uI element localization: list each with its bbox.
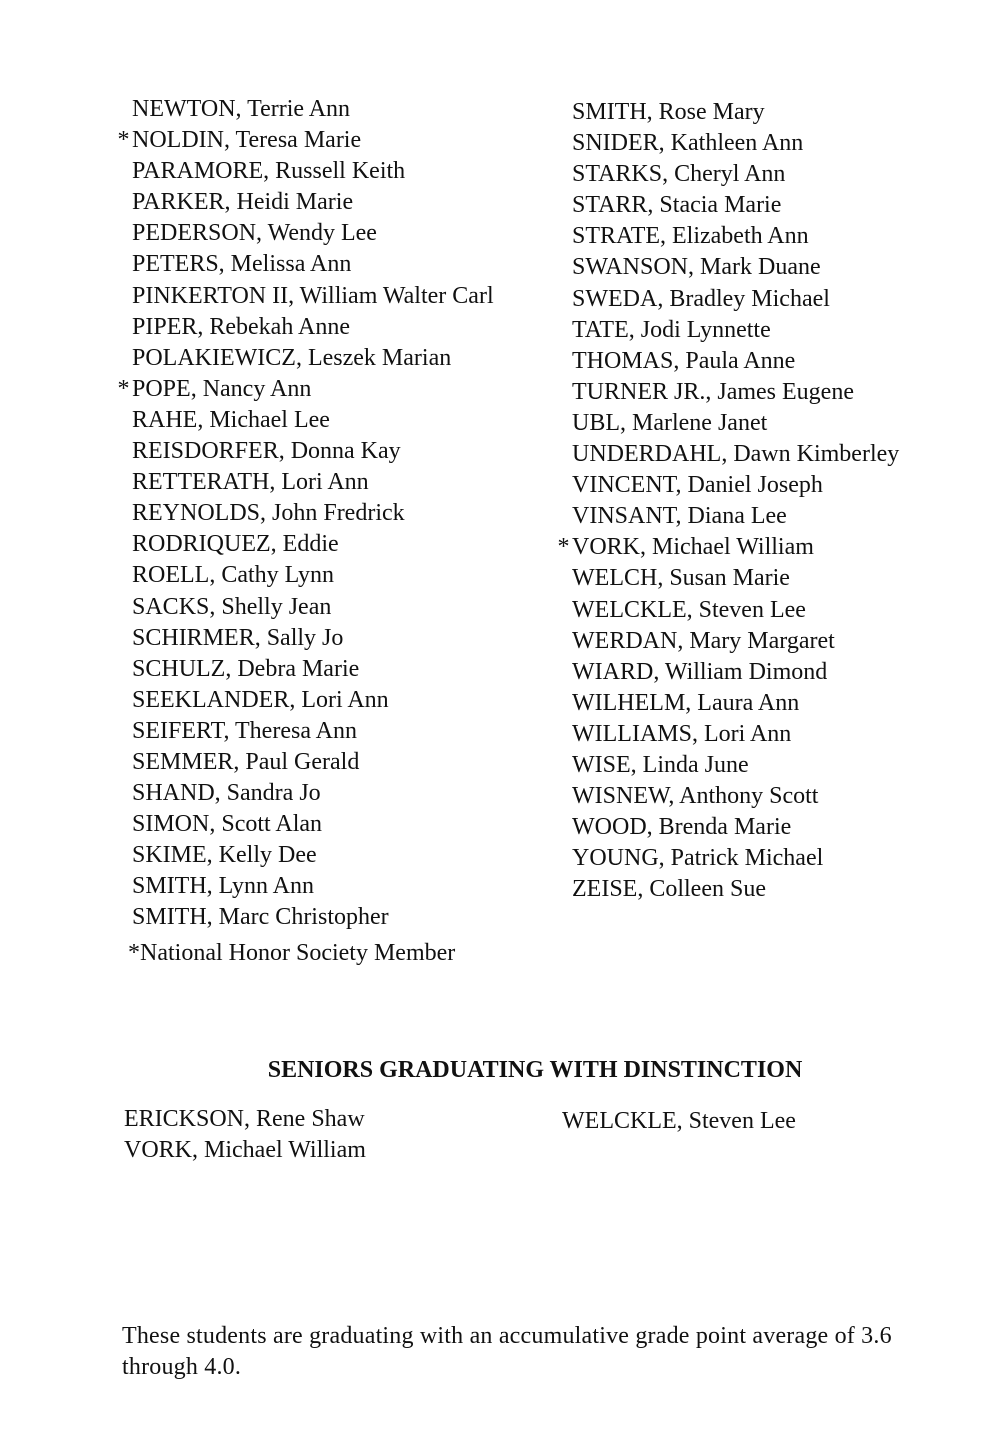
student-name-entry (115, 218, 494, 249)
student-name-entry (555, 750, 899, 781)
student-name: REYNOLDS, John Fredrick (132, 500, 405, 527)
student-name-entry (555, 439, 899, 470)
student-name-entry (555, 874, 899, 905)
student-name-entry (555, 221, 899, 252)
student-name: VORK, Michael William (572, 534, 814, 561)
student-name-entry (555, 781, 899, 812)
student-name-entry (555, 563, 899, 594)
distinction-list-right (562, 1106, 796, 1137)
student-name-entry (555, 252, 899, 283)
student-name: SCHIRMER, Sally Jo (132, 624, 344, 651)
distinction-name: VORK, Michael William (124, 1137, 366, 1163)
student-name: SWEDA, Bradley Michael (572, 285, 830, 312)
student-name: WISNEW, Anthony Scott (572, 783, 819, 810)
student-name: RAHE, Michael Lee (132, 406, 330, 433)
student-name-entry (115, 840, 494, 871)
student-name-entry (115, 467, 494, 498)
student-name: SMITH, Lynn Ann (132, 873, 315, 900)
student-name-entry (115, 281, 494, 312)
student-name-entry (555, 595, 899, 626)
student-name: YOUNG, Patrick Michael (572, 845, 824, 872)
student-name: PIPER, Rebekah Anne (132, 313, 350, 340)
honor-society-marker: * (117, 375, 130, 402)
distinction-name: ERICKSON, Rene Shaw (124, 1106, 365, 1132)
student-name: PARKER, Heidi Marie (132, 189, 354, 216)
student-name: SIMON, Scott Alan (132, 811, 323, 838)
honor-society-marker: * (557, 534, 570, 561)
student-name: WILHELM, Laura Ann (572, 689, 800, 716)
student-name: WELCH, Susan Marie (572, 565, 790, 592)
student-name: SACKS, Shelly Jean (132, 593, 332, 620)
honor-society-marker: * (117, 127, 130, 154)
student-name: SEEKLANDER, Lori Ann (132, 686, 389, 713)
student-name: PARAMORE, Russell Keith (132, 158, 406, 185)
student-name: WERDAN, Mary Margaret (572, 627, 835, 654)
student-name-entry (115, 436, 494, 467)
student-name-entry (115, 685, 494, 716)
student-name: NOLDIN, Teresa Marie (132, 127, 362, 154)
student-name-entry (115, 654, 494, 685)
student-name-entry (555, 719, 899, 750)
student-name-entry (115, 94, 494, 125)
student-name: ROELL, Cathy Lynn (132, 562, 334, 589)
student-name: SHAND, Sandra Jo (132, 780, 321, 807)
student-name-entry (555, 501, 899, 532)
right-name-column (555, 97, 899, 905)
distinction-heading: SENIORS GRADUATING WITH DINSTINCTION (267, 1057, 803, 1083)
student-name-entry (115, 747, 494, 778)
honor-society-footnote: *National Honor Society Member (128, 940, 456, 966)
student-name: UNDERDAHL, Dawn Kimberley (572, 441, 900, 468)
student-name: PINKERTON II, William Walter Carl (132, 282, 494, 309)
student-name: WOOD, Brenda Marie (572, 814, 792, 841)
student-name: SNIDER, Kathleen Ann (572, 130, 804, 157)
student-name-entry (555, 812, 899, 843)
student-name: VINSANT, Diana Lee (572, 503, 787, 530)
student-name: SEIFERT, Theresa Ann (132, 717, 357, 744)
student-name-entry (555, 688, 899, 719)
student-name: WIARD, William Dimond (572, 658, 828, 685)
gpa-note: These students are graduating with an accumulative grade point average of 3.6 through 4.0. (122, 1323, 892, 1380)
student-name-entry (115, 405, 494, 436)
distinction-name: WELCKLE, Steven Lee (562, 1108, 796, 1134)
student-name: SMITH, Marc Christopher (132, 904, 389, 931)
student-name: PETERS, Melissa Ann (132, 251, 352, 278)
student-name: STARR, Stacia Marie (572, 192, 782, 219)
student-name-entry (115, 343, 494, 374)
student-name: TATE, Jodi Lynnette (572, 316, 771, 343)
student-name: RETTERATH, Lori Ann (132, 469, 369, 496)
student-name: SEMMER, Paul Gerald (132, 748, 360, 775)
student-name: NEWTON, Terrie Ann (132, 96, 351, 122)
student-name-entry (555, 346, 899, 377)
student-name-entry (115, 249, 494, 280)
student-name-entry (555, 284, 899, 315)
student-name-entry (115, 623, 494, 654)
student-name: SMITH, Rose Mary (572, 99, 765, 125)
student-name-entry (115, 902, 494, 933)
student-name: THOMAS, Paula Anne (572, 347, 796, 374)
student-name-entry (555, 626, 899, 657)
student-name-entry (115, 716, 494, 747)
student-name: VINCENT, Daniel Joseph (572, 472, 823, 499)
student-name-entry (555, 470, 899, 501)
student-name: WILLIAMS, Lori Ann (572, 720, 792, 747)
student-name: STARKS, Cheryl Ann (572, 161, 786, 188)
left-name-column (115, 94, 494, 934)
student-name-entry (555, 377, 899, 408)
student-name: REISDORFER, Donna Kay (132, 438, 401, 465)
student-name: WELCKLE, Steven Lee (572, 596, 806, 623)
student-name: POLAKIEWICZ, Leszek Marian (132, 344, 452, 371)
student-name-entry (115, 187, 494, 218)
student-name-entry (115, 560, 494, 591)
student-name-entry (115, 125, 494, 156)
student-name-entry (115, 529, 494, 560)
student-name-entry (555, 159, 899, 190)
student-name: STRATE, Elizabeth Ann (572, 223, 809, 250)
student-name: ZEISE, Colleen Sue (572, 876, 766, 903)
student-name-entry (115, 156, 494, 187)
distinction-list-left (124, 1104, 366, 1166)
student-name: WISE, Linda June (572, 751, 749, 778)
student-name-entry (115, 809, 494, 840)
student-name: SWANSON, Mark Duane (572, 254, 821, 281)
student-name: PEDERSON, Wendy Lee (132, 220, 377, 247)
student-name-entry (115, 312, 494, 343)
student-name-entry (555, 843, 899, 874)
student-name-entry (115, 498, 494, 529)
student-name-entry (555, 532, 899, 563)
student-name-entry (115, 592, 494, 623)
student-name: SCHULZ, Debra Marie (132, 655, 360, 682)
student-name: RODRIQUEZ, Eddie (132, 531, 339, 558)
student-name-entry (555, 190, 899, 221)
student-name: TURNER JR., James Eugene (572, 378, 854, 405)
student-name-entry (555, 315, 899, 346)
student-name-entry (555, 657, 899, 688)
student-name-entry (555, 97, 899, 128)
student-name-entry (555, 408, 899, 439)
student-name-entry (555, 128, 899, 159)
student-name-entry (115, 374, 494, 405)
student-name: POPE, Nancy Ann (132, 375, 312, 402)
student-name: UBL, Marlene Janet (572, 409, 768, 436)
student-name: SKIME, Kelly Dee (132, 842, 317, 869)
student-name-entry (115, 871, 494, 902)
student-name-entry (115, 778, 494, 809)
